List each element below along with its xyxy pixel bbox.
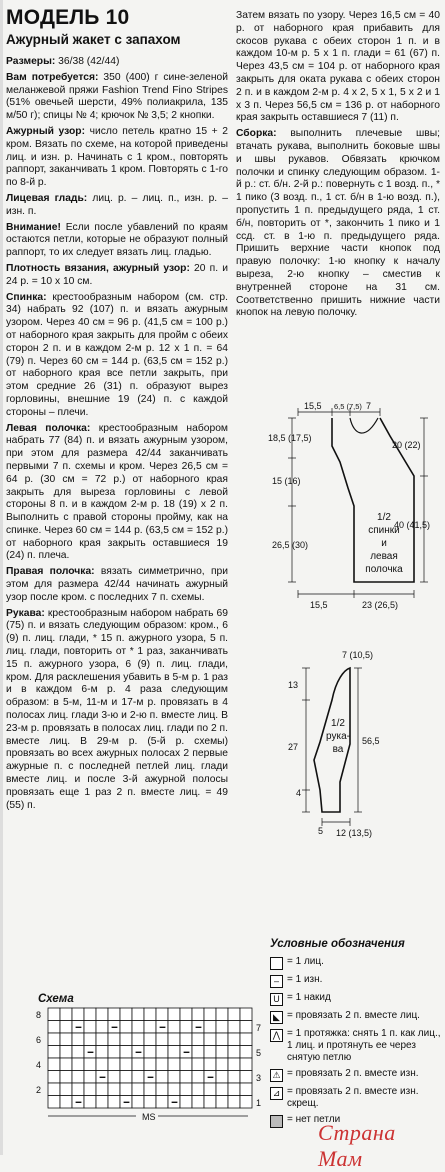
knit-schema-chart — [36, 1006, 268, 1124]
schema-cell — [204, 1008, 216, 1021]
yarn-over-icon: U — [270, 993, 283, 1006]
schema-mark: – — [76, 1021, 82, 1032]
schema-cell — [180, 1008, 192, 1021]
schema-cell — [84, 1008, 96, 1021]
schema-cell — [132, 1096, 144, 1109]
lace-paragraph: Ажурный узор: число петель кратно 15 + 2 кром. Вязать по схеме, на которой приведены лиц. и изн. р. Начинать с 1 кром., повторять раппорт, заканчивать 1 кром. Повторять с 1-го по 8-й р. — [6, 125, 228, 189]
schema-cell — [216, 1071, 228, 1084]
assembly-paragraph: Сборка: выполнить плечевые швы; втачать рукава, выполнить боковые швы и швы рукавов. Обвязать крючком полочки и спинку следующим образом. 1-й р.: ст. б/н. 2-й р.: повернуть с 1 возд. п., * 1 пико (3 возд. п., 1 ст. б/н в 1-ю возд. п.), пропустить 1 п. предыдущего ряда, 1 ст. б/н, повторить от *, закончить 1 пико и 1 ссд. ст. в 1-ю п. предыдущего ряда. Пришить верхние части кнопок под правую полочку: 1-ю кнопку к началу выреза, 2-ю кнопку – сместив к внутренней стороне на 31 см. Соответственно пришить нижние части кнопок на левую полочку. — [236, 128, 440, 319]
schema-cell — [144, 1008, 156, 1021]
body-top-dim-1: 15,5 — [304, 401, 322, 411]
model-subtitle: Ажурный жакет с запахом — [6, 32, 181, 47]
sleeve-left-dim-2: 27 — [288, 742, 299, 752]
sleeve-pattern-diagram — [262, 640, 440, 858]
schema-cell — [192, 1071, 204, 1084]
schema-cell — [180, 1033, 192, 1046]
schema-cell — [240, 1083, 252, 1096]
body-left-dim-1: 18,5 (17,5) — [268, 433, 312, 443]
schema-cell — [84, 1071, 96, 1084]
schema-cell — [48, 1008, 60, 1021]
schema-cell — [72, 1071, 84, 1084]
k2tog-icon: ◣ — [270, 1011, 283, 1024]
schema-cell — [132, 1058, 144, 1071]
schema-cell — [204, 1021, 216, 1034]
schema-cell — [120, 1021, 132, 1034]
schema-cell — [96, 1058, 108, 1071]
schema-cell — [96, 1046, 108, 1059]
body-pattern-diagram — [262, 396, 440, 614]
schema-cell — [168, 1071, 180, 1084]
sleeve-continued-paragraph: Затем вязать по узору. Через 16,5 см = 40 р. от наборного края прибавить для скосов рукава с обеих сторон 1 п. и в каждом 10-м р. 5 х 1 п. глади = 61 (67) п. Через 43,5 см = 104 р. от наборного края закрыть для оката рукава с обеих сторон 2 п. и в каждом 2-м р. 4 х 2, 5 х 1, 5 х 2 и 1 х 3 п. Через 56,5 см = 136 р. от наборного края закрыть оставшиеся 7 (11) п. — [236, 10, 440, 124]
schema-cell — [216, 1096, 228, 1109]
sleeve-label-1: 1/2 — [331, 718, 345, 729]
legend-item: U = 1 накид — [270, 992, 445, 1006]
back-paragraph: Спинка: крестообразным набором (см. стр. 34) набрать 92 (107) п. и вязать ажурным узором. Через 40 см = 96 р. (41,5 см = 100 р.) от наборного края закрыть для пройм с обеих сторон 2 п. и в каждом 2-м р. 12 х 1 п. = 64 (79) п. Через 60 см = 144 р. (63,5 см = 152 р.) от наборного края все петли закрыть, при этом средние 26 (31) п. образуют вырез горловины, внешние 19 (24) п. с каждой стороны – плечи. — [6, 291, 228, 418]
model-title: МОДЕЛЬ 10 — [6, 6, 130, 29]
schema-cell — [48, 1046, 60, 1059]
schema-cell — [156, 1046, 168, 1059]
schema-cell — [84, 1083, 96, 1096]
schema-cell — [120, 1058, 132, 1071]
no-stitch-icon — [270, 1115, 283, 1128]
slip-knit-pass-icon: ⋀ — [270, 1029, 283, 1042]
schema-cell — [216, 1021, 228, 1034]
schema-cell — [72, 1058, 84, 1071]
schema-cell — [48, 1083, 60, 1096]
schema-mark: – — [160, 1021, 166, 1032]
watermark-logo: Страна Мам — [318, 1120, 396, 1171]
body-label-4: левая — [370, 551, 398, 562]
schema-cell — [216, 1046, 228, 1059]
schema-mark: – — [112, 1021, 118, 1032]
schema-row-2: 2 — [36, 1085, 42, 1095]
schema-cell — [240, 1071, 252, 1084]
schema-cell — [96, 1008, 108, 1021]
body-right-dim-1: 20 (22) — [392, 440, 421, 450]
schema-cell — [72, 1008, 84, 1021]
legend-title: Условные обозначения — [270, 938, 405, 950]
schema-cell — [156, 1058, 168, 1071]
schema-cell — [96, 1021, 108, 1034]
schema-cell — [228, 1083, 240, 1096]
body-label-3: и — [381, 538, 387, 549]
schema-cell — [108, 1058, 120, 1071]
schema-cell — [120, 1083, 132, 1096]
page-edge — [0, 0, 3, 1155]
schema-cell — [180, 1071, 192, 1084]
schema-cell — [120, 1046, 132, 1059]
right-column — [236, 10, 440, 323]
schema-cell — [168, 1046, 180, 1059]
schema-cell — [168, 1008, 180, 1021]
schema-mark: – — [100, 1071, 106, 1082]
schema-cell — [84, 1021, 96, 1034]
schema-cell — [120, 1071, 132, 1084]
schema-cell — [228, 1008, 240, 1021]
schema-cell — [48, 1021, 60, 1034]
schema-cell — [216, 1058, 228, 1071]
legend-item: ⚠ = провязать 2 п. вместе изн. — [270, 1068, 445, 1082]
schema-cell — [192, 1008, 204, 1021]
schema-mark: – — [148, 1071, 154, 1082]
schema-cell — [192, 1046, 204, 1059]
schema-cell — [180, 1096, 192, 1109]
schema-cell — [120, 1008, 132, 1021]
schema-cell — [84, 1096, 96, 1109]
schema-mark: – — [172, 1096, 178, 1107]
schema-cell — [144, 1083, 156, 1096]
schema-cell — [204, 1096, 216, 1109]
schema-cell — [228, 1046, 240, 1059]
schema-cell — [144, 1096, 156, 1109]
schema-row-5: 5 — [256, 1048, 262, 1058]
schema-cell — [228, 1033, 240, 1046]
body-bottom-dim-1: 15,5 — [310, 600, 328, 610]
legend-item: – = 1 изн. — [270, 974, 445, 988]
schema-row-8: 8 — [36, 1010, 42, 1020]
schema-cell — [132, 1008, 144, 1021]
schema-cell — [108, 1096, 120, 1109]
schema-mark: – — [196, 1021, 202, 1032]
legend-item: = нет петли — [270, 1114, 445, 1128]
schema-cell — [168, 1033, 180, 1046]
right-front-paragraph: Правая полочка: вязать симметрично, при этом для размера 42/44 начинать ажурный узор после кром. с последних 7 п. схемы. — [6, 566, 228, 603]
sizes-paragraph: Размеры: 36/38 (42/44) — [6, 56, 120, 67]
schema-cell — [204, 1083, 216, 1096]
legend-item: ⋀ = 1 протяжка: снять 1 п. как лиц., 1 лиц. и протянуть ее через снятую петлю — [270, 1028, 445, 1064]
schema-cell — [204, 1046, 216, 1059]
sleeve-bottom-dim-1: 5 — [318, 826, 324, 836]
density-paragraph: Плотность вязания, ажурный узор: 20 п. и 24 р. = 10 х 10 см. — [6, 262, 228, 287]
schema-cell — [108, 1033, 120, 1046]
schema-cell — [156, 1033, 168, 1046]
schema-title: Схема — [38, 993, 74, 1005]
schema-cell — [60, 1058, 72, 1071]
schema-row-6: 6 — [36, 1035, 42, 1045]
schema-mark: – — [76, 1096, 82, 1107]
sleeve-left-dim-1: 13 — [288, 680, 299, 690]
p2tog-icon: ⚠ — [270, 1069, 283, 1082]
schema-cell — [180, 1083, 192, 1096]
legend-item: ⊿ = провязать 2 п. вместе изн. скрещ. — [270, 1086, 445, 1110]
schema-cell — [132, 1033, 144, 1046]
materials-paragraph: Вам потребуется: 350 (400) г сине-зеленой меланжевой пряжи Fashion Trend Fino Stripes (51% овечьей шерсти, 49% полиакрила, 135 м/50 г); спицы № 4; крючок № 3,5; 2 кнопки. — [6, 71, 228, 122]
schema-mark: – — [136, 1046, 142, 1057]
schema-cell — [240, 1046, 252, 1059]
schema-cell — [48, 1033, 60, 1046]
schema-cell — [144, 1021, 156, 1034]
attention-paragraph: Внимание! Если после убавлений по краям остаются петли, которые не образуют полный раппорт, то их следует вязать лиц. гладью. — [6, 221, 228, 259]
schema-cell — [192, 1096, 204, 1109]
body-left-dim-3: 26,5 (30) — [272, 540, 309, 550]
body-label-2: спинки — [368, 525, 400, 536]
sleeve-left-dim-3: 4 — [296, 788, 302, 798]
schema-cell — [84, 1033, 96, 1046]
schema-cell — [60, 1033, 72, 1046]
schema-cell — [228, 1071, 240, 1084]
schema-cell — [60, 1083, 72, 1096]
schema-cell — [240, 1008, 252, 1021]
schema-cell — [60, 1071, 72, 1084]
schema-cell — [204, 1033, 216, 1046]
schema-cell — [48, 1058, 60, 1071]
body-top-dim-3: 7 — [366, 401, 372, 411]
schema-cell — [132, 1021, 144, 1034]
body-left-dim-2: 15 (16) — [272, 476, 301, 486]
sleeve-top-dim: 7 (10,5) — [342, 650, 374, 660]
schema-mark: – — [124, 1096, 130, 1107]
purl-stitch-icon: – — [270, 975, 283, 988]
p2tog-tbl-icon: ⊿ — [270, 1087, 283, 1100]
schema-cell — [168, 1058, 180, 1071]
legend-item: ◣ = провязать 2 п. вместе лиц. — [270, 1010, 445, 1024]
sleeve-label-3: ва — [332, 744, 344, 755]
schema-cell — [132, 1071, 144, 1084]
schema-cell — [216, 1033, 228, 1046]
sleeve-label-2: рука- — [326, 731, 350, 742]
schema-mark: – — [208, 1071, 214, 1082]
schema-cell — [96, 1033, 108, 1046]
schema-cell — [108, 1046, 120, 1059]
schema-cell — [72, 1046, 84, 1059]
schema-cell — [240, 1096, 252, 1109]
schema-cell — [120, 1033, 132, 1046]
schema-cell — [84, 1058, 96, 1071]
schema-cell — [48, 1071, 60, 1084]
schema-cell — [48, 1096, 60, 1109]
knit-stitch-icon — [270, 957, 283, 970]
schema-row-7: 7 — [256, 1023, 262, 1033]
schema-cell — [192, 1058, 204, 1071]
schema-cell — [216, 1008, 228, 1021]
schema-row-3: 3 — [256, 1073, 262, 1083]
schema-row-4: 4 — [36, 1060, 42, 1070]
schema-cell — [132, 1083, 144, 1096]
schema-cell — [240, 1021, 252, 1034]
schema-cell — [156, 1071, 168, 1084]
schema-cell — [60, 1021, 72, 1034]
schema-cell — [228, 1021, 240, 1034]
schema-cell — [96, 1083, 108, 1096]
schema-cell — [108, 1071, 120, 1084]
schema-cell — [156, 1096, 168, 1109]
schema-cell — [60, 1096, 72, 1109]
schema-cell — [216, 1083, 228, 1096]
schema-cell — [72, 1083, 84, 1096]
schema-ms-label: MS — [142, 1112, 156, 1122]
left-front-paragraph: Левая полочка: крестообразным набором набрать 77 (84) п. и вязать ажурным узором, при этом для размера 42/44 заканчивать первыми 7 п. схемы и кром. Через 26,5 см = 64 р. (30 см = 72 р.) от наборного края закрыть для выреза горловины с левой стороны 8 п. и в каждом 2-м р. 18 (19) х 2 п. Выполнить с правой стороны пройму, как на спинке. Через 60 см = 144 р. (63,5 см = 152 р.) от наборного края закрыть оставшиеся 19 (24) п. плеча. — [6, 422, 228, 562]
schema-cell — [192, 1033, 204, 1046]
schema-cell — [72, 1033, 84, 1046]
schema-cell — [180, 1058, 192, 1071]
schema-cell — [156, 1008, 168, 1021]
schema-cell — [228, 1096, 240, 1109]
schema-cell — [156, 1083, 168, 1096]
schema-cell — [168, 1021, 180, 1034]
schema-mark: – — [184, 1046, 190, 1057]
schema-cell — [96, 1096, 108, 1109]
schema-row-1: 1 — [256, 1098, 262, 1108]
smooth-paragraph: Лицевая гладь: лиц. р. – лиц. п., изн. р. – изн. п. — [6, 192, 228, 217]
body-top-dim-2: 6,5 (7,5) — [334, 402, 362, 411]
schema-cell — [180, 1021, 192, 1034]
schema-cell — [240, 1058, 252, 1071]
schema-cell — [60, 1046, 72, 1059]
schema-cell — [108, 1008, 120, 1021]
schema-cell — [240, 1033, 252, 1046]
schema-cell — [144, 1033, 156, 1046]
sleeve-paragraph: Рукава: крестообразным набором набрать 69 (75) п. и вязать следующим образом: кром., 6 (9) п. лиц. глади, * 15 п. ажурного узора, 5 п. лиц. глади, повторить от * 1 раз, заканчивать 15 п. ажурного узора, 6 (9) п. лиц. глади, кром. Для расклешения убавить в 5-м р. 1 раз и в каждом 6-м р. 4 раза следующим образом: в 5-м, 11-м и 17-м р. провязать в 4 полосах лиц. глади 3-ю и 2-ю п. вместе лиц. В 23-м р. провязать в полосах лиц. глади по 2 п. вместе лиц. В 29-м р. (5-й р. схемы) провязать во всех ажурных полосах 2 первые ажурные п. с последней петлей лиц. глади вместе лиц. и после 3-й ажурной полосы провязать еще 1 раз 2 п. вместе лиц. = 49 (55) п. — [6, 607, 228, 811]
schema-cell — [60, 1008, 72, 1021]
schema-mark: – — [88, 1046, 94, 1057]
body-label-5: полочка — [365, 564, 403, 575]
legend-item: = 1 лиц. — [270, 956, 445, 970]
body-label-1: 1/2 — [377, 512, 391, 523]
schema-cell — [228, 1058, 240, 1071]
schema-cell — [144, 1058, 156, 1071]
left-column — [6, 0, 228, 815]
schema-cell — [204, 1058, 216, 1071]
schema-cell — [192, 1083, 204, 1096]
body-right-dim-2: 40 (41,5) — [394, 520, 431, 530]
legend — [270, 938, 445, 1132]
schema-cell — [108, 1083, 120, 1096]
body-bottom-dim-2: 23 (26,5) — [362, 600, 399, 610]
schema-cell — [168, 1083, 180, 1096]
schema-cell — [144, 1046, 156, 1059]
sleeve-bottom-dim-2: 12 (13,5) — [336, 828, 373, 838]
sleeve-right-dim: 56,5 — [362, 736, 380, 746]
